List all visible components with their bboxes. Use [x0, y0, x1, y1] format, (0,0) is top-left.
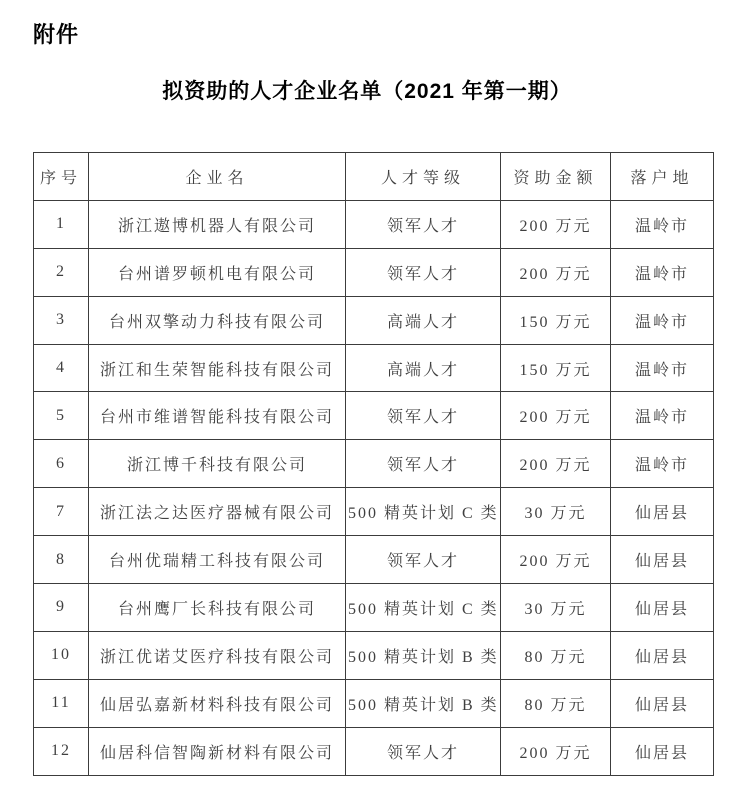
- cell-amount: 30 万元: [501, 488, 611, 536]
- cell-place: 温岭市: [611, 344, 714, 392]
- cell-no: 7: [34, 488, 89, 536]
- table-row: [34, 536, 714, 584]
- cell-amount: 30 万元: [501, 584, 611, 632]
- cell-no: 10: [34, 631, 89, 679]
- cell-company: 浙江博千科技有限公司: [89, 440, 346, 488]
- cell-amount: 200 万元: [501, 440, 611, 488]
- cell-place: 仙居县: [611, 679, 714, 727]
- cell-no: 2: [34, 248, 89, 296]
- cell-level: 500 精英计划 B 类: [346, 631, 501, 679]
- cell-place: 仙居县: [611, 488, 714, 536]
- header-cell-amount: 资助金额: [501, 153, 611, 201]
- cell-level: 500 精英计划 C 类: [346, 488, 501, 536]
- cell-place: 仙居县: [611, 631, 714, 679]
- cell-company: 台州谱罗顿机电有限公司: [89, 248, 346, 296]
- table-row: [34, 296, 714, 344]
- cell-place: 温岭市: [611, 248, 714, 296]
- cell-place: 温岭市: [611, 200, 714, 248]
- cell-level: 领军人才: [346, 536, 501, 584]
- cell-amount: 150 万元: [501, 296, 611, 344]
- cell-no: 8: [34, 536, 89, 584]
- cell-no: 12: [34, 727, 89, 775]
- cell-company: 台州优瑞精工科技有限公司: [89, 536, 346, 584]
- cell-place: 仙居县: [611, 727, 714, 775]
- table-header-row: [34, 153, 714, 201]
- header-cell-place: 落户地: [611, 153, 714, 201]
- cell-place: 温岭市: [611, 392, 714, 440]
- cell-company: 浙江法之达医疗器械有限公司: [89, 488, 346, 536]
- page-title: 拟资助的人才企业名单（2021 年第一期）: [162, 80, 572, 103]
- table-row: [34, 248, 714, 296]
- attachment-label: 附件: [33, 22, 80, 47]
- table-body: [34, 200, 714, 775]
- table-row: [34, 488, 714, 536]
- cell-no: 4: [34, 344, 89, 392]
- table-row: [34, 679, 714, 727]
- cell-place: 仙居县: [611, 584, 714, 632]
- cell-level: 高端人才: [346, 296, 501, 344]
- cell-no: 11: [34, 679, 89, 727]
- table-header: [34, 153, 714, 201]
- cell-company: 浙江和生荣智能科技有限公司: [89, 344, 346, 392]
- table-row: [34, 344, 714, 392]
- cell-place: 仙居县: [611, 536, 714, 584]
- header-cell-company: 企业名: [89, 153, 346, 201]
- cell-level: 500 精英计划 B 类: [346, 679, 501, 727]
- table-row: [34, 200, 714, 248]
- table-row: [34, 584, 714, 632]
- cell-no: 3: [34, 296, 89, 344]
- cell-no: 5: [34, 392, 89, 440]
- document-page: [0, 18, 734, 805]
- cell-company: 仙居弘嘉新材料科技有限公司: [89, 679, 346, 727]
- cell-amount: 80 万元: [501, 631, 611, 679]
- funding-table: [33, 152, 714, 776]
- cell-level: 领军人才: [346, 440, 501, 488]
- cell-level: 领军人才: [346, 392, 501, 440]
- cell-no: 9: [34, 584, 89, 632]
- cell-amount: 200 万元: [501, 727, 611, 775]
- table-row: [34, 727, 714, 775]
- cell-company: 台州双擎动力科技有限公司: [89, 296, 346, 344]
- cell-amount: 200 万元: [501, 200, 611, 248]
- cell-amount: 200 万元: [501, 248, 611, 296]
- cell-company: 仙居科信智陶新材料有限公司: [89, 727, 346, 775]
- cell-amount: 80 万元: [501, 679, 611, 727]
- cell-level: 领军人才: [346, 200, 501, 248]
- cell-place: 温岭市: [611, 440, 714, 488]
- cell-level: 高端人才: [346, 344, 501, 392]
- table-row: [34, 392, 714, 440]
- header-cell-level: 人才等级: [346, 153, 501, 201]
- cell-place: 温岭市: [611, 296, 714, 344]
- cell-no: 1: [34, 200, 89, 248]
- table-row: [34, 440, 714, 488]
- cell-company: 台州鹰厂长科技有限公司: [89, 584, 346, 632]
- cell-company: 台州市维谱智能科技有限公司: [89, 392, 346, 440]
- cell-amount: 150 万元: [501, 344, 611, 392]
- cell-level: 领军人才: [346, 248, 501, 296]
- cell-level: 500 精英计划 C 类: [346, 584, 501, 632]
- cell-company: 浙江遨博机器人有限公司: [89, 200, 346, 248]
- cell-level: 领军人才: [346, 727, 501, 775]
- cell-company: 浙江优诺艾医疗科技有限公司: [89, 631, 346, 679]
- header-cell-no: 序号: [34, 153, 89, 201]
- cell-no: 6: [34, 440, 89, 488]
- table-row: [34, 631, 714, 679]
- cell-amount: 200 万元: [501, 392, 611, 440]
- cell-amount: 200 万元: [501, 536, 611, 584]
